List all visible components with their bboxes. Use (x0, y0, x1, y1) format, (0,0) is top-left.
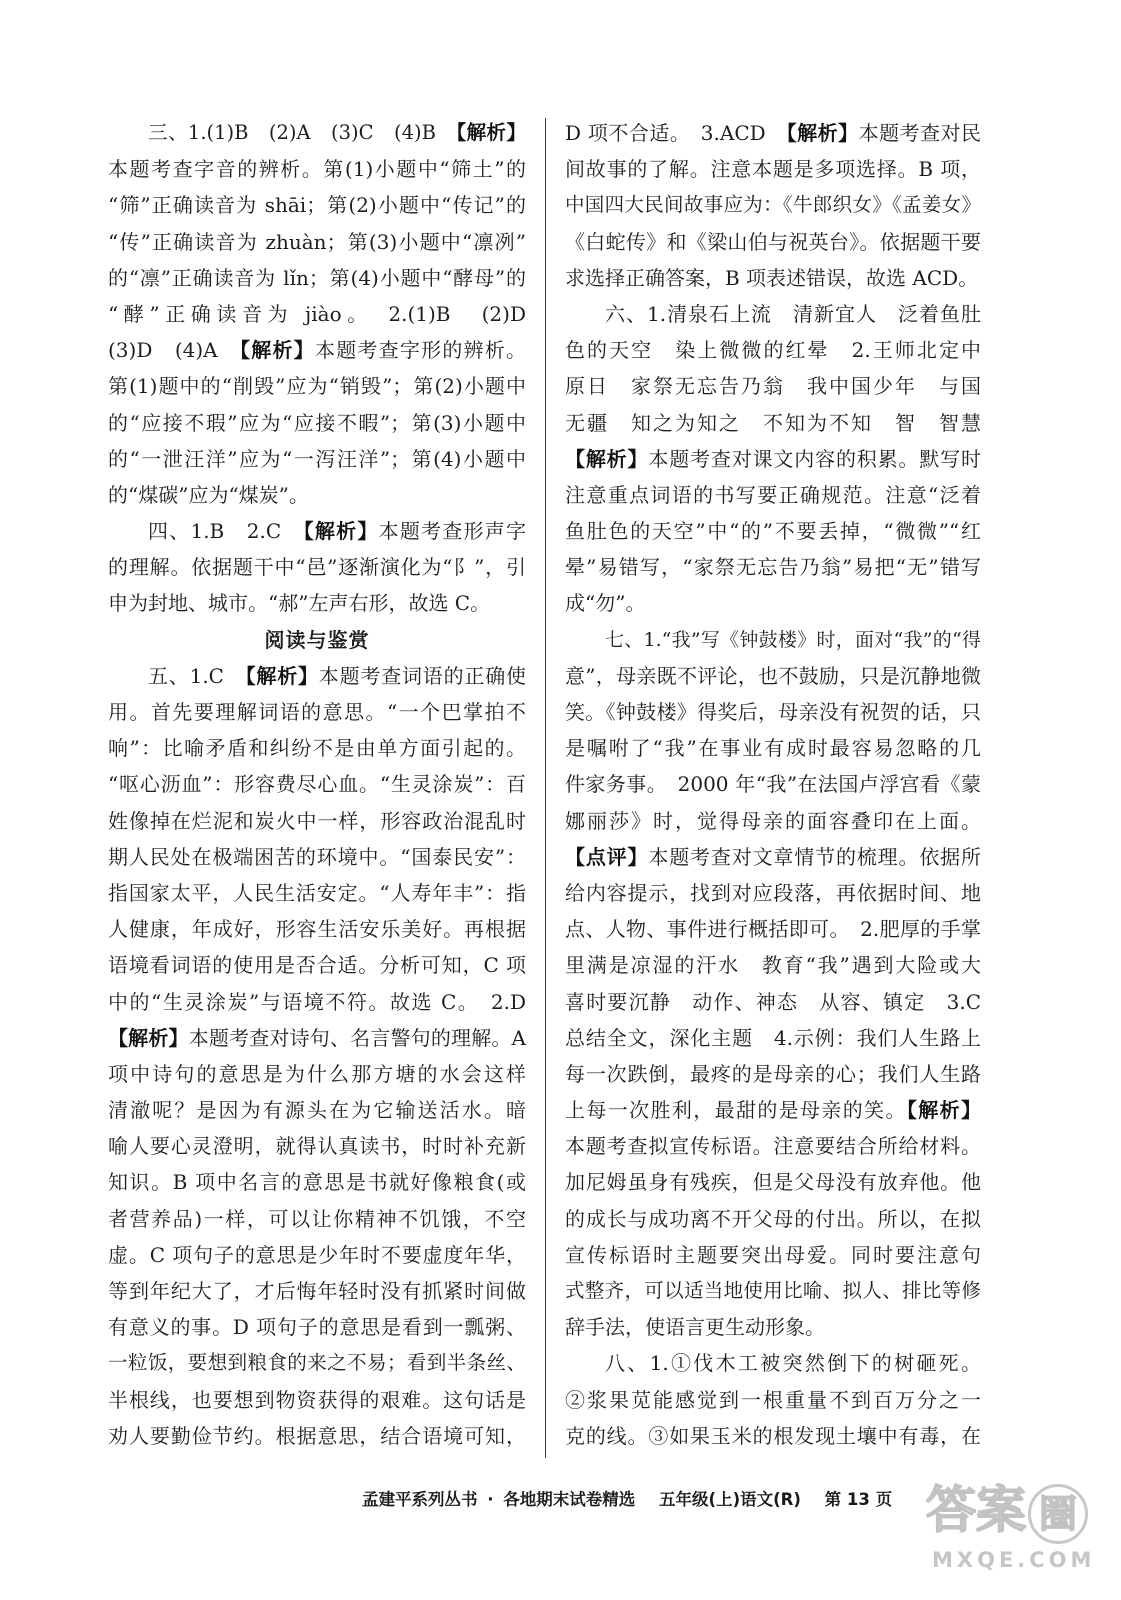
text-line: 加尼姆虽身有残疾，但是父母没有放弃他。他 (565, 1170, 981, 1195)
column-divider (545, 118, 546, 1458)
answer-paragraph-5-continued (565, 115, 981, 296)
text-line: D 项不合适。 3.ACD 【解析】本题考查对民 (565, 121, 982, 145)
answer-marker: 【点评】 (565, 844, 649, 869)
answer-marker: 【解析】 (108, 1025, 189, 1050)
text-line: 七、1.“我”写《钟鼓楼》时，面对“我”的“得 (605, 628, 981, 651)
answer-marker: 【解析】 (456, 121, 526, 144)
text-line: 是嘱咐了“我”在事业有成时最容易忽略的几 (565, 736, 981, 761)
text-line: 者营养品)一样，可以让你精神不饥饿，不空 (108, 1206, 526, 1231)
text-line: 间故事的了解。注意本题是多项选择。B 项， (565, 157, 981, 182)
text-line: 有意义的事。D 项句子的意思是看到一瓢粥、 (108, 1315, 526, 1340)
text-line: 给内容提示，找到对应段落，再依据时间、地 (565, 880, 981, 905)
text-line: ②浆果苋能感觉到一根重量不到百万分之一 (565, 1387, 981, 1412)
text-line: 本题考查字音的辨析。第(1)小题中“筛土”的 (108, 157, 526, 182)
text-line: 无疆 知之为知之 不知为不知 智 智慧 (565, 410, 981, 435)
text-line: 虚。C 项句子的意思是少年时不要虚度年华， (108, 1242, 526, 1267)
text-line: 里满是凉湿的汗水 教育“我”遇到大险或大 (565, 953, 981, 978)
answer-paragraph-6 (565, 296, 981, 622)
text-line: 清澈呢？是因为有源头在为它输送活水。暗 (108, 1098, 526, 1123)
text-line: 喻人要心灵澄明，就得认真读书，时时补充新 (108, 1134, 526, 1159)
text-line: 响”：比喻矛盾和纠纷不是由单方面引起的。 (108, 736, 526, 761)
text-line: 的“煤碳”应为“煤炭”。 (108, 482, 309, 507)
text-line: “酵”正确读音为 jiào。 2.(1)B (2)D (108, 301, 526, 326)
watermark-logo-text: 答案 (926, 1481, 1026, 1539)
footer-grade-subject: 五年级(上)语文(R) (659, 1490, 801, 1509)
text-line: 鱼肚色的天空”中“的”不要丢掉，“微微”“红 (565, 519, 981, 544)
answer-paragraph-5 (108, 658, 526, 1454)
page-footer (362, 1486, 896, 1514)
text-line: 色的天空 染上微微的红晕 2.王师北定中 (565, 338, 981, 363)
text-line: 四、1.B 2.C 【解析】本题考查形声字 (148, 519, 527, 544)
text-line: 姓像掉在烂泥和炭火中一样，形容政治混乱时 (108, 808, 526, 833)
text-line: 劝人要勤俭节约。根据意思，结合语境可知， (108, 1423, 526, 1448)
answer-marker: 【解析】 (565, 446, 649, 471)
answer-paragraph-7 (565, 622, 981, 1346)
watermark-site: MXQE.COM (932, 1548, 1096, 1572)
text-line: 的成长与成功离不开父母的付出。所以，在拟 (565, 1206, 981, 1231)
text-line: 指国家太平，人民生活安定。“人寿年丰”：指 (108, 880, 526, 905)
text-line: 《白蛇传》和《梁山伯与祝英台》。依据题干要 (565, 229, 981, 254)
footer-page-number: 第 13 页 (824, 1490, 893, 1509)
text-line: 每一次跌倒，最疼的是母亲的心；我们人生路 (565, 1061, 981, 1086)
answer-paragraph-3 (108, 115, 526, 513)
text-line: 上每一次胜利，最甜的是母亲的笑。【解析】 (565, 1098, 982, 1123)
text-line: 笑。《钟鼓楼》得奖后，母亲没有祝贺的话，只 (565, 700, 981, 724)
text-line: 第(1)题中的“削毁”应为“销毁”；第(2)小题中 (108, 374, 526, 399)
text-line: “筛”正确读音为 shāi；第(2)小题中“传记”的 (108, 193, 526, 218)
section-heading: 阅读与鉴赏 (264, 627, 370, 652)
text-line: 人健康，年成好，形容生活安乐美好。再根据 (108, 917, 526, 942)
text-line: 三、1.(1)B (2)A (3)C (4)B 【解析】 (148, 121, 526, 144)
answer-marker: 【解析】 (906, 1098, 982, 1123)
text-line: “传”正确读音为 zhuàn；第(3)小题中“凛冽” (108, 229, 526, 254)
footer-series: 孟建平系列丛书 (362, 1490, 478, 1509)
text-line: 八、1.①伐木工被突然倒下的树砸死。 (605, 1351, 981, 1376)
text-line: 等到年纪大了，才后悔年轻时没有抓紧时间做 (108, 1279, 526, 1303)
text-line: 一粒饭，要想到粮食的来之不易；看到半条丝、 (108, 1351, 526, 1375)
text-line: 总结全文，深化主题 4.示例：我们人生路上 (565, 1025, 981, 1050)
text-line: 半根线，也要想到物资获得的艰难。这句话是 (108, 1387, 526, 1412)
text-line: 点、人物、事件进行概括即可。 2.肥厚的手掌 (565, 917, 981, 942)
text-line: 娜丽莎》时，觉得母亲的面容叠印在上面。 (565, 808, 981, 833)
text-line: 注意重点词语的书写要正确规范。注意“泛着 (565, 482, 981, 507)
text-line: 的理解。依据题干中“邑”逐渐演化为“阝”，引 (108, 555, 526, 580)
text-line: 项中诗句的意思是为什么那方塘的水会这样 (108, 1061, 526, 1086)
text-line: 用。首先要理解词语的意思。“一个巴掌拍不 (108, 700, 526, 724)
text-line: 晕”易错写，“家祭无忘告乃翁”易把“无”错写 (565, 555, 981, 580)
footer-book: 各地期末试卷精选 (503, 1490, 636, 1509)
text-line: 五、1.C 【解析】本题考查词语的正确使 (148, 663, 527, 688)
text-line: 【点评】本题考查对文章情节的梳理。依据所 (565, 844, 982, 869)
text-line: 求选择正确答案，B 项表述错误，故选 ACD。 (565, 265, 979, 290)
answer-paragraph-8 (565, 1345, 981, 1454)
answer-marker: 【解析】 (303, 519, 379, 544)
right-column (565, 115, 981, 1454)
text-line: 意”，母亲既不评论，也不鼓励，只是沉静地微 (565, 663, 981, 688)
text-line: 中的“生灵涂炭”与语境不符。故选 C。 2.D (108, 989, 526, 1014)
text-line: 的“一泄汪洋”应为“一泻汪洋”；第(4)小题中 (108, 446, 526, 471)
text-line: 的“应接不瑕”应为“应接不暇”；第(3)小题中 (108, 410, 526, 435)
text-line: 期人民处在极端困苦的环境中。“国泰民安”： (108, 844, 526, 869)
footer-separator: · (487, 1490, 494, 1509)
watermark-logo (926, 1476, 1106, 1572)
text-line: 克的线。③如果玉米的根发现土壤中有毒，在 (565, 1423, 981, 1448)
text-line: 【解析】本题考查对课文内容的积累。默写时 (565, 446, 982, 471)
text-line: 宣传标语时主题要突出母爱。同时要注意句 (565, 1242, 981, 1267)
text-line: “呕心沥血”：形容费尽心血。“生灵涂炭”：百 (108, 772, 526, 797)
text-line: 知识。B 项中名言的意思是书就好像粮食(或 (108, 1170, 526, 1195)
text-line: 成“勿”。 (565, 591, 646, 616)
watermark-logo-circled-char: 圈 (1028, 1484, 1088, 1544)
text-line: 的“凛”正确读音为 lǐn；第(4)小题中“酵母”的 (108, 265, 526, 290)
answer-paragraph-4 (108, 513, 526, 622)
text-line: 式整齐，可以适当地使用比喻、拟人、排比等修 (565, 1279, 981, 1302)
answer-marker: 【解析】 (786, 121, 859, 145)
text-line: 辞手法，使语言更生动形象。 (565, 1315, 825, 1340)
text-line: 中国四大民间故事应为：《牛郎织女》《孟姜女》 (565, 193, 981, 217)
text-line: 语境看词语的使用是否合适。分析可知，C 项 (108, 953, 526, 978)
text-line: 件家务事。 2000 年“我”在法国卢浮宫看《蒙 (565, 772, 981, 797)
text-line: 原日 家祭无忘告乃翁 我中国少年 与国 (565, 374, 981, 399)
text-line: (3)D (4)A 【解析】本题考查字形的辨析。 (108, 338, 527, 363)
text-line: 申为封地、城市。“郝”左声右形，故选 C。 (108, 591, 491, 616)
answer-marker: 【解析】 (240, 338, 315, 363)
text-line: 【解析】本题考查对诗句、名言警句的理解。A (108, 1025, 526, 1050)
answer-marker: 【解析】 (245, 663, 319, 688)
text-line: 本题考查拟宣传标语。注意要结合所给材料。 (565, 1134, 981, 1159)
text-line: 喜时要沉静 动作、神态 从容、镇定 3.C (565, 989, 981, 1014)
left-column (108, 115, 526, 1454)
watermark-logo-mark (926, 1476, 1106, 1544)
text-line: 六、1.清泉石上流 清新宜人 泛着鱼肚 (605, 301, 981, 326)
